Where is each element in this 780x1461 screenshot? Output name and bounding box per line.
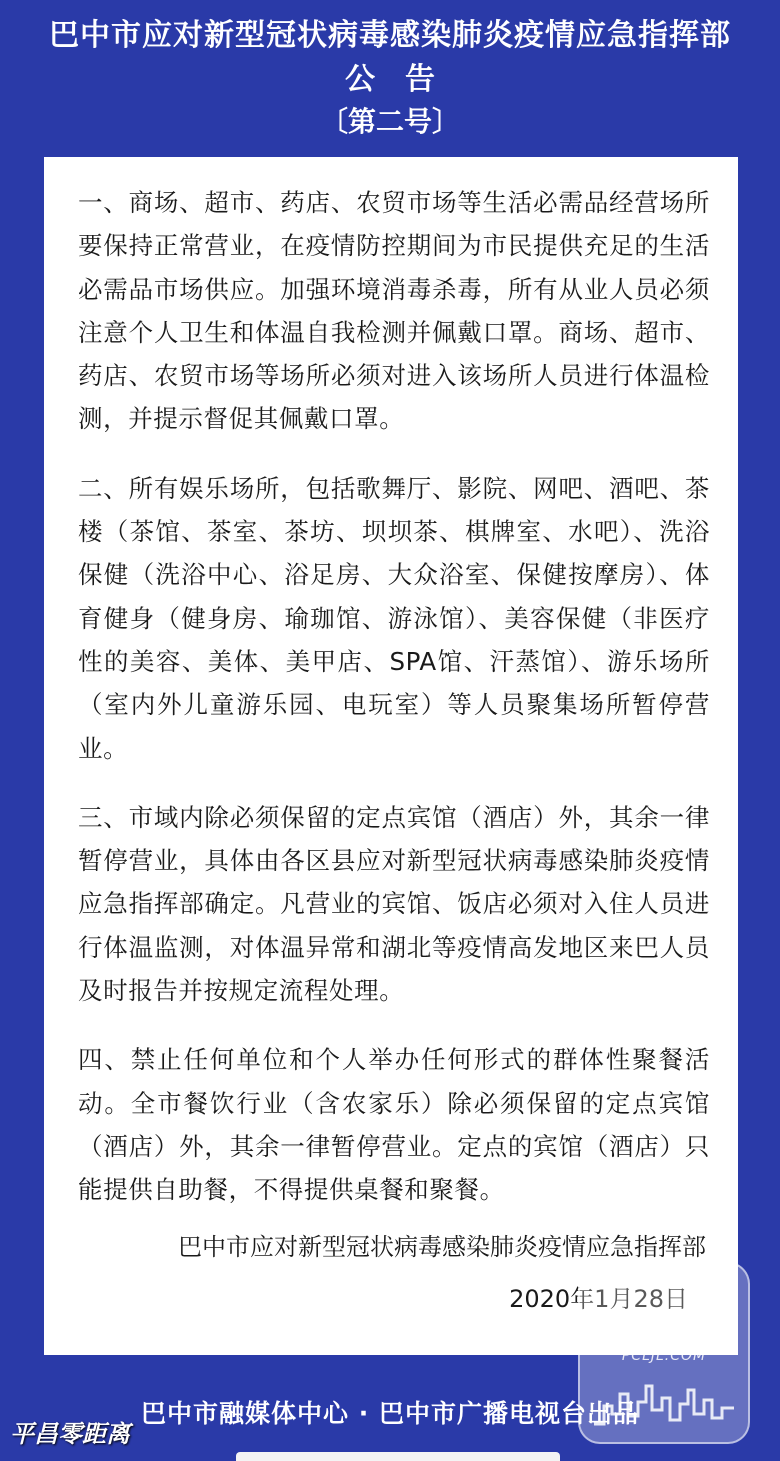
- watermark-brand: 平昌零距离: [593, 1309, 734, 1342]
- paragraph-3: 三、市域内除必须保留的定点宾馆（酒店）外，其余一律暂停营业，具体由各区县应对新型冠状病毒感染肺炎疫情应急指挥部确定。凡营业的宾馆、饭店必须对入住人员进行体温监测，对体温异常和湖北等疫情高发地区来巴人员及时报告并按规定流程处理。: [78, 802, 710, 1006]
- paragraph-2: 二、所有娱乐场所，包括歌舞厅、影院、网吧、酒吧、茶楼（茶馆、茶室、茶坊、坝坝茶、棋牌室、水吧）、洗浴保健（洗浴中心、浴足房、大众浴室、保健按摩房）、体育健身（健身房、瑜珈馆、游泳馆）、美容保健（非医疗性的美容、美体、美甲店、SPA馆、汗蒸馆）、游乐场所（室内外儿童游乐园、电玩室）等人员聚集场所暂停营业。: [78, 473, 710, 763]
- announcement-number: 〔第二号〕: [319, 105, 460, 138]
- footer-producer: 巴中市融媒体中心 · 巴中市广播电视台出品: [141, 1399, 639, 1428]
- watermark-corner-logo: 平昌零距离: [10, 1420, 130, 1448]
- signature-date: 2020年1月28日: [509, 1285, 688, 1313]
- home-indicator-bar[interactable]: [236, 1452, 560, 1461]
- paragraph-1: 一、商场、超市、药店、农贸市场等生活必需品经营场所要保持正常营业，在疫情防控期间为市民提供充足的生活必需品市场供应。加强环境消毒杀毒，所有从业人员必须注意个人卫生和体温自我检测并佩戴口罩。商场、超市、药店、农贸市场等场所必须对进入该场所人员进行体温检测，并提示督促其佩戴口罩。: [78, 188, 710, 434]
- watermark-domain: PCLJL.COM: [621, 1348, 707, 1364]
- signature-organization: 巴中市应对新型冠状病毒感染肺炎疫情应急指挥部: [178, 1233, 706, 1261]
- announcement-title: 巴中市应对新型冠状病毒感染肺炎疫情应急指挥部: [49, 18, 731, 53]
- announcement-body: [44, 157, 738, 1355]
- announcement-subtitle: 公告: [345, 62, 465, 97]
- paragraph-4: 四、禁止任何单位和个人举办任何形式的群体性聚餐活动。全市餐饮行业（含农家乐）除必须保留的定点宾馆（酒店）外，其余一律暂停营业。定点的宾馆（酒店）只能提供自助餐，不得提供桌餐和聚餐。: [78, 1045, 710, 1205]
